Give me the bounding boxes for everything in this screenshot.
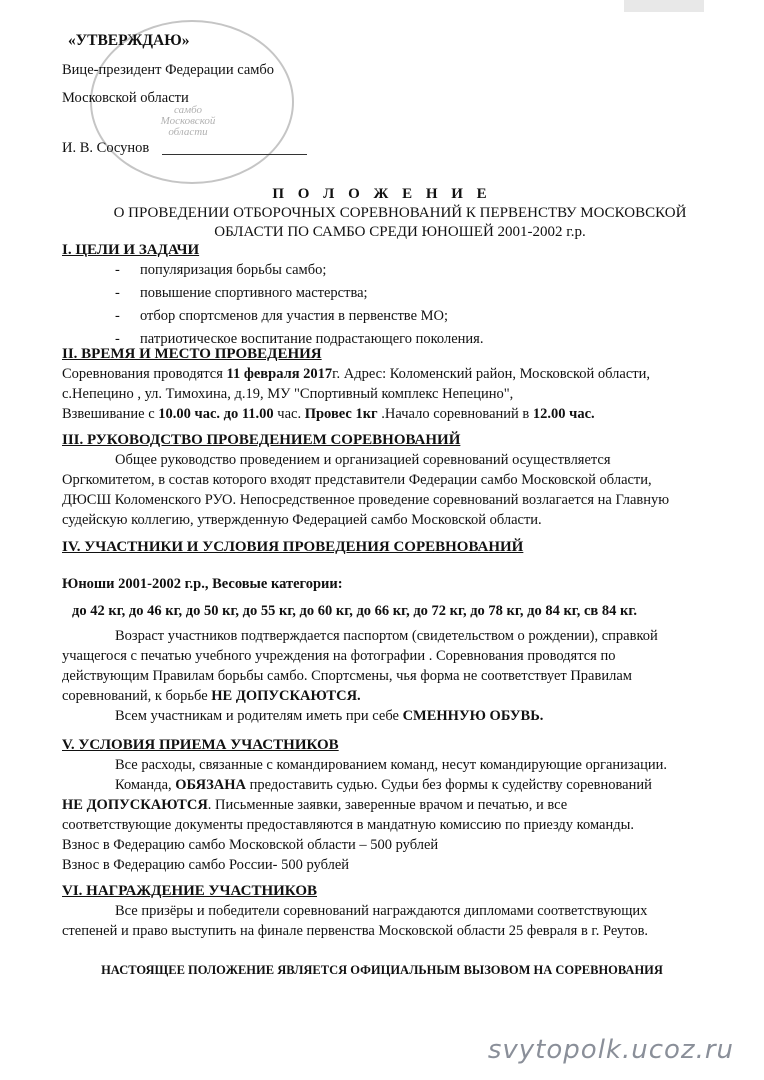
site-watermark: svytopolk.ucoz.ru — [487, 1035, 734, 1065]
approval-signatory: И. В. Сосунов — [62, 140, 150, 156]
official-call-notice: НАСТОЯЩЕЕ ПОЛОЖЕНИЕ ЯВЛЯЕТСЯ ОФИЦИАЛЬНЫМ ВЫЗОВОМ НА СОРЕВНОВАНИЯ — [101, 963, 663, 977]
text-fragment: Команда, — [115, 777, 176, 793]
scan-artifact — [624, 0, 704, 12]
document-title: П О Л О Ж Е Н И Е — [272, 186, 492, 202]
section-4-line-2: учащегося с печатью учебного учреждения на фотографии . Соревнования проводятся по — [62, 648, 616, 664]
section-2-line-1 — [62, 366, 650, 383]
text-fragment: предоставить судью. Судьи без формы к судейству соревнований — [246, 777, 652, 793]
section-3-line-4: судейскую коллегию, утвержденную Федерацией самбо Московской области. — [62, 512, 542, 528]
approval-region: Московской области — [62, 90, 189, 106]
text-fragment: . Письменные заявки, заверенные врачом и печатью, и все — [207, 797, 568, 813]
fee-regional: Взнос в Федерацию самбо Московской области – 500 рублей — [62, 837, 439, 853]
text-fragment: Всем участникам и родителям иметь при себе — [115, 708, 403, 724]
approval-position: Вице-президент Федерации самбо — [62, 62, 275, 78]
section-6-line-1: Все призёры и победители соревнований награждаются дипломами соответствующих — [115, 903, 648, 919]
stamp-seal-text: самбо Московской области — [160, 104, 216, 138]
list-item: патриотическое воспитание подрастающего поколения. — [140, 331, 484, 347]
text-fragment: Соревнования проводятся — [62, 366, 227, 382]
bullet-dash: - — [115, 331, 120, 347]
section-5-line-1: Все расходы, связанные с командированием команд, несут командирующие организации. — [115, 757, 668, 773]
section-6-heading: VI. НАГРАЖДЕНИЕ УЧАСТНИКОВ — [62, 883, 317, 899]
section-3-heading: III. РУКОВОДСТВО ПРОВЕДЕНИЕМ СОРЕВНОВАНИЙ — [62, 432, 461, 448]
section-4-line-5 — [115, 708, 543, 725]
age-group-title: Юноши 2001-2002 г.р., Весовые категории: — [62, 576, 343, 592]
bullet-dash: - — [115, 285, 120, 301]
section-4-line-1: Возраст участников подтверждается паспортом (свидетельством о рождении), справкой — [115, 628, 658, 644]
text-fragment: Взвешивание с — [62, 406, 159, 422]
section-3-line-2: Оргкомитетом, в состав которого входят представители Федерации самбо Московской области, — [62, 472, 652, 488]
section-5-line-2 — [115, 777, 652, 794]
section-5-line-3 — [62, 797, 567, 814]
text-fragment: г. Адрес: Коломенский район, Московской области, — [332, 366, 651, 382]
section-4-heading: IV. УЧАСТНИКИ И УСЛОВИЯ ПРОВЕДЕНИЯ СОРЕВНОВАНИЙ — [62, 539, 524, 555]
section-2-line-3 — [62, 406, 595, 423]
list-item: популяризация борьбы самбо; — [140, 262, 327, 278]
section-2-line-2: с.Непецино , ул. Тимохина, д.19, МУ "Спортивный комплекс Непецино", — [62, 386, 514, 402]
weight-allowance: Провес 1кг — [304, 406, 378, 422]
list-item: повышение спортивного мастерства; — [140, 285, 368, 301]
document-subtitle: О ПРОВЕДЕНИИ ОТБОРОЧНЫХ СОРЕВНОВАНИЙ К ПЕРВЕНСТВУ МОСКОВСКОЙ ОБЛАСТИ ПО САМБО СРЕДИ ЮНОШЕЙ 2001-2002 г.р. — [113, 205, 687, 240]
bullet-dash: - — [115, 308, 120, 324]
list-item: отбор спортсменов для участия в первенстве МО; — [140, 308, 449, 324]
text-fragment: .Начало соревнований в — [377, 406, 533, 422]
text-fragment: соревнований, к борьбе — [62, 688, 212, 704]
obliged-notice: ОБЯЗАНА — [175, 777, 246, 793]
section-5-line-4: соответствующие документы предоставляются в мандатную комиссию по приезду команды. — [62, 817, 634, 833]
spare-shoes-notice: СМЕННУЮ ОБУВЬ. — [402, 708, 544, 724]
section-3-line-1: Общее руководство проведением и организацией соревнований осуществляется — [115, 452, 611, 468]
section-4-line-3: действующим Правилам борьбы самбо. Спортсмены, чья форма не соответствует Правилам — [62, 668, 632, 684]
section-3-line-3: ДЮСШ Коломенского РУО. Непосредственное проведение соревнований возлагается на Главную — [62, 492, 670, 508]
fee-national: Взнос в Федерацию самбо России- 500 рублей — [62, 857, 350, 873]
not-allowed-notice: НЕ ДОПУСКАЮТСЯ. — [211, 688, 361, 704]
section-2-heading: II. ВРЕМЯ И МЕСТО ПРОВЕДЕНИЯ — [62, 346, 322, 362]
section-6-line-2: степеней и право выступить на финале первенства Московской области 25 февраля в г. Реутов. — [62, 923, 649, 939]
section-5-heading: V. УСЛОВИЯ ПРИЕМА УЧАСТНИКОВ — [62, 737, 339, 753]
signature-line — [162, 154, 307, 155]
weigh-in-time: 10.00 час. до 11.00 — [158, 406, 274, 422]
start-time: 12.00 час. — [532, 406, 595, 422]
weight-categories: до 42 кг, до 46 кг, до 50 кг, до 55 кг, до 60 кг, до 66 кг, до 72 кг, до 78 кг, до 84 кг, св 84 кг. — [72, 603, 637, 619]
approval-title: «УТВЕРЖДАЮ» — [68, 32, 190, 49]
competition-date: 11 февраля 2017 — [226, 366, 333, 382]
bullet-dash: - — [115, 262, 120, 278]
section-4-line-4 — [62, 688, 361, 705]
text-fragment: час. — [273, 406, 305, 422]
not-allowed-notice: НЕ ДОПУСКАЮТСЯ — [62, 797, 208, 813]
section-1-heading: I. ЦЕЛИ И ЗАДАЧИ — [62, 242, 200, 258]
